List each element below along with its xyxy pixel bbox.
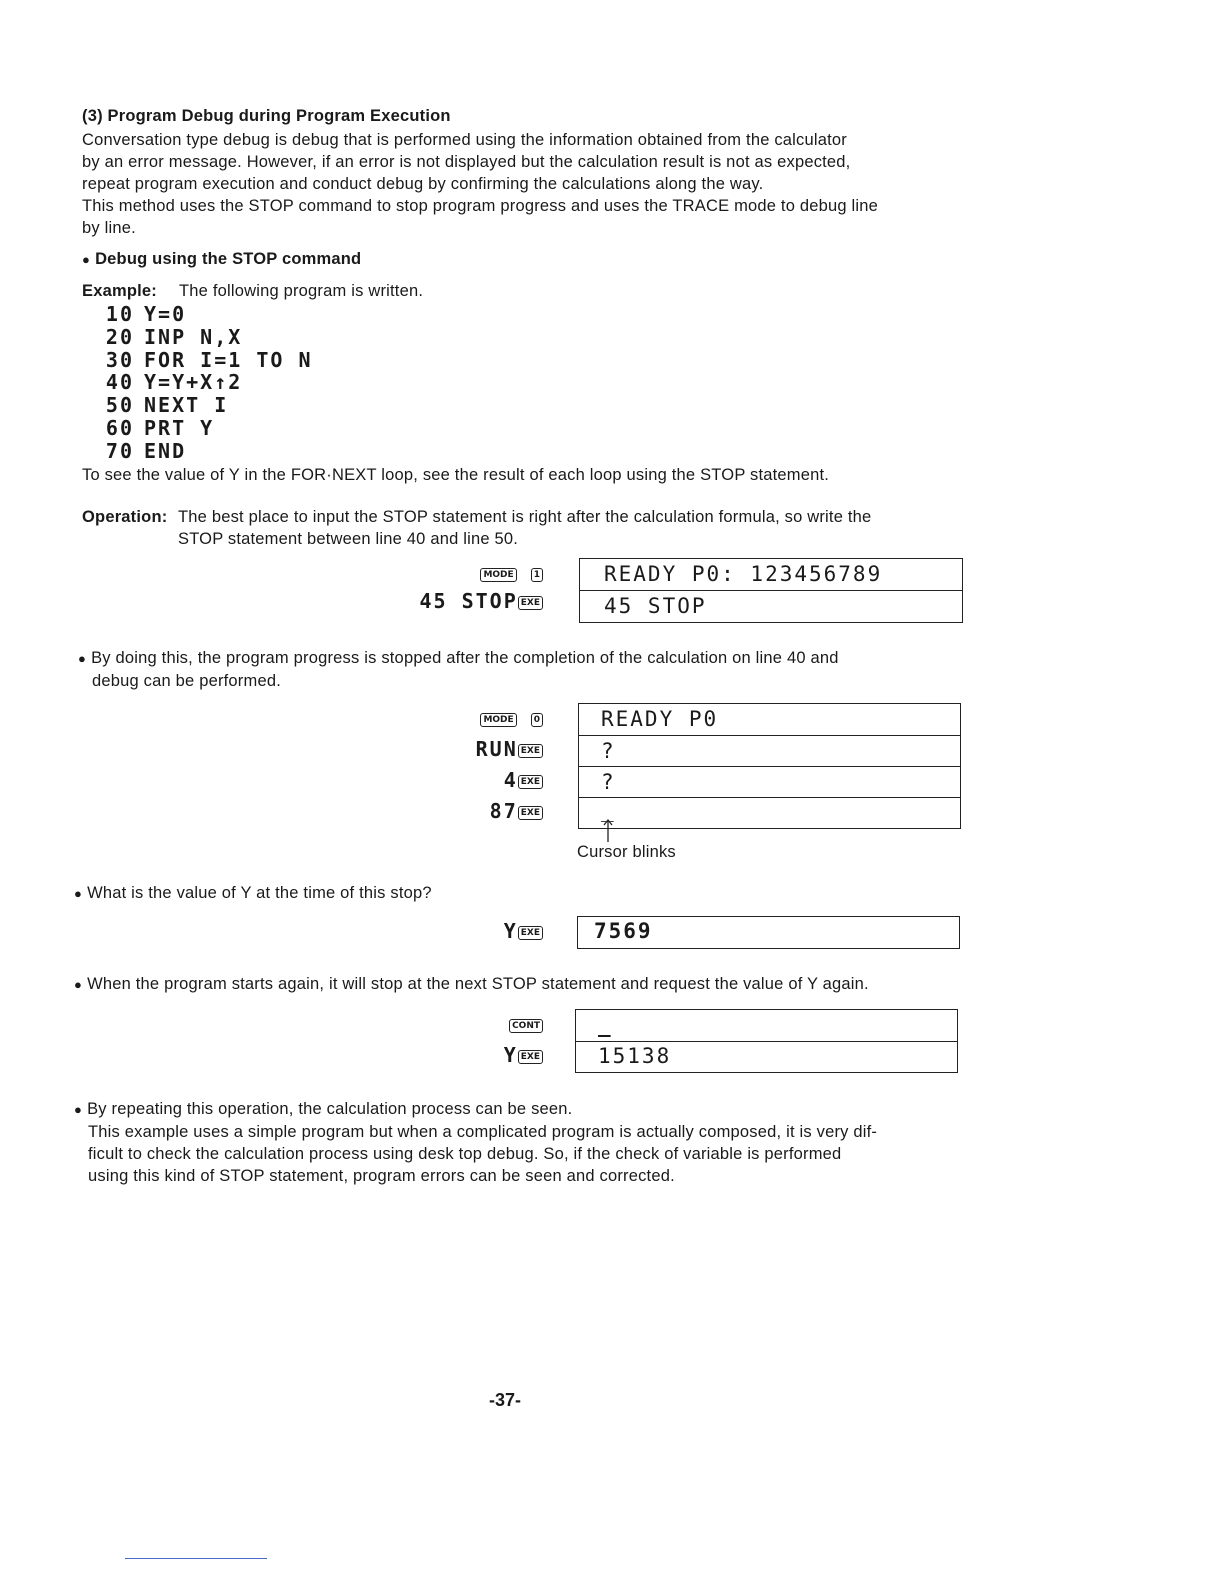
subheading-text: Debug using the STOP command — [95, 250, 362, 268]
key-input: 87 — [489, 799, 518, 823]
lcd-row: ? — [579, 735, 960, 770]
intro-line: by line. — [82, 219, 136, 237]
key-input: 45 STOP — [419, 589, 518, 613]
lcd-row: 7569 — [594, 919, 653, 943]
key-input: RUN — [475, 737, 518, 761]
line-number: 30 — [105, 347, 134, 372]
key-input: 4 — [503, 768, 518, 792]
line-code: INP N,X — [144, 324, 243, 349]
mode-key[interactable]: MODE — [480, 568, 516, 582]
line-number: 20 — [105, 324, 134, 349]
key-sequence-4 — [300, 1012, 543, 1074]
key-step — [300, 919, 543, 943]
bullet-line: ● By doing this, the program progress is stopped after the completion of the calculation on line 40 and — [78, 647, 978, 670]
example-text: The following program is written. — [179, 282, 424, 300]
key-input: Y — [503, 919, 518, 943]
one-key[interactable]: 1 — [531, 568, 543, 582]
operation-text — [178, 506, 871, 550]
mode-key[interactable]: MODE — [480, 713, 516, 727]
key-sequence-3 — [300, 919, 543, 943]
operation-label — [82, 506, 167, 528]
line-number: 60 — [105, 415, 134, 440]
bullet-line: using this kind of STOP statement, program errors can be seen and corrected. — [88, 1167, 675, 1185]
lcd-row: 15138 — [576, 1041, 957, 1075]
zero-key[interactable]: 0 — [531, 713, 543, 727]
program-line — [82, 394, 313, 417]
key-step — [300, 589, 543, 619]
exe-key[interactable]: EXE — [518, 744, 543, 758]
program-line — [82, 349, 313, 372]
key-sequence-2 — [300, 706, 543, 830]
bullet-line: ficult to check the calculation process using desk top debug. So, if the check of variable is performed — [88, 1145, 842, 1163]
operation-label-text: Operation: — [82, 508, 168, 526]
lcd-row: READY P0 — [601, 707, 719, 731]
line-number: 70 — [105, 438, 134, 463]
program-line — [82, 417, 313, 440]
line-code: PRT Y — [144, 415, 215, 440]
exe-key[interactable]: EXE — [518, 926, 543, 940]
cont-key[interactable]: CONT — [509, 1019, 543, 1033]
exe-key[interactable]: EXE — [518, 596, 543, 610]
bullet-paragraph-1 — [78, 647, 978, 692]
key-step — [300, 768, 543, 799]
key-input: Y — [503, 1043, 518, 1067]
key-step — [300, 1012, 543, 1043]
example-label-text: Example: — [82, 282, 157, 300]
line-code: FOR I=1 TO N — [144, 347, 313, 372]
bullet-line: This example uses a simple program but when a complicated program is actually composed, it is very dif- — [88, 1123, 878, 1141]
page-number: -37- — [488, 1390, 521, 1410]
line-code: Y=Y+X↑2 — [144, 370, 243, 395]
bullet-paragraph-2 — [74, 882, 432, 905]
intro-line: This method uses the STOP command to stop program progress and uses the TRACE mode to debug line — [82, 197, 879, 215]
line-number: 50 — [105, 393, 134, 418]
exe-key[interactable]: EXE — [518, 1050, 543, 1064]
lcd-display-4 — [575, 1009, 958, 1073]
line-code: Y=0 — [144, 302, 187, 326]
intro-paragraph — [82, 129, 982, 239]
operation-line: STOP statement between line 40 and line 50. — [178, 530, 519, 548]
lcd-row: 45 STOP — [580, 590, 962, 625]
lcd-display-1 — [579, 558, 963, 623]
line-code: END — [144, 438, 187, 463]
program-listing — [82, 303, 313, 463]
key-step — [300, 737, 543, 768]
bullet-paragraph-4 — [74, 1098, 974, 1187]
intro-line: repeat program execution and conduct debug by confirming the calculations along the way. — [82, 175, 764, 193]
example-after: To see the value of Y in the FOR·NEXT loop, see the result of each loop using the STOP statement. — [82, 466, 830, 484]
example-label — [82, 280, 157, 302]
line-number: 40 — [105, 370, 134, 395]
intro-line: Conversation type debug is debug that is performed using the information obtained from the calculator — [82, 131, 847, 149]
intro-line: by an error message. However, if an error is not displayed but the calculation result is not as expected, — [82, 153, 851, 171]
bullet-line: debug can be performed. — [92, 672, 281, 690]
line-code: NEXT I — [144, 393, 229, 418]
program-line — [82, 303, 313, 326]
key-step — [300, 706, 543, 737]
bullet-text: When the program starts again, it will stop at the next STOP statement and request the value of Y again. — [87, 975, 869, 993]
key-step — [300, 1043, 543, 1074]
line-number: 10 — [105, 302, 134, 326]
lcd-display-3 — [577, 916, 960, 949]
lcd-display-2 — [578, 703, 961, 829]
bullet-paragraph-3 — [74, 973, 869, 996]
key-sequence-1 — [300, 561, 543, 619]
program-line — [82, 326, 313, 349]
operation-line: The best place to input the STOP statement is right after the calculation formula, so write the — [178, 508, 872, 526]
key-step — [300, 799, 543, 830]
lcd-row: _ — [579, 797, 960, 828]
footer-rule — [125, 1558, 267, 1559]
key-step — [300, 561, 543, 589]
exe-key[interactable]: EXE — [518, 806, 543, 820]
program-line — [82, 371, 313, 394]
lcd-row: READY P0: 123456789 — [604, 562, 883, 586]
exe-key[interactable]: EXE — [518, 775, 543, 789]
lcd-row: _ — [598, 1013, 613, 1037]
cursor-note: Cursor blinks — [577, 843, 676, 861]
lcd-row: ? — [579, 766, 960, 801]
program-line — [82, 440, 313, 463]
bullet-text: What is the value of Y at the time of this stop? — [87, 884, 432, 902]
subheading — [82, 248, 361, 271]
section-title: (3) Program Debug during Program Execution — [82, 107, 451, 125]
bullet-line: ● By repeating this operation, the calculation process can be seen. — [74, 1098, 974, 1121]
